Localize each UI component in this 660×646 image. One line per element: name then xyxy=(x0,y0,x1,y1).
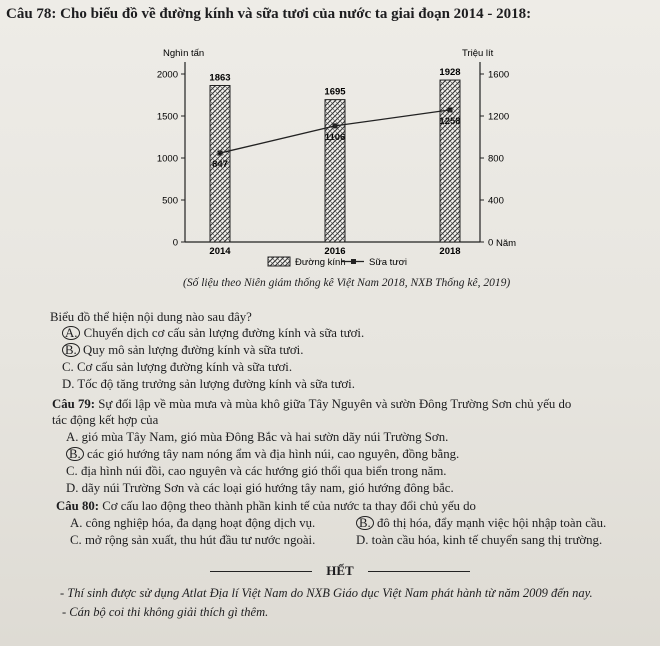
x-tick-label: 2018 xyxy=(439,246,461,257)
q80-option-b-text: đô thị hóa, đẩy mạnh việc hội nhập toàn cầu. xyxy=(376,516,607,530)
right-tick-label: 1600 xyxy=(488,69,510,81)
point-sua-tuoi xyxy=(218,151,223,156)
q80-option-b[interactable] xyxy=(356,516,606,531)
legend-line-label: Sữa tươi xyxy=(369,257,407,268)
point-value-label: 1106 xyxy=(324,131,346,143)
footer-note-atlat: - Thí sinh được sử dụng Atlat Địa lí Việt Nam do NXB Giáo dục Việt Nam phát hành từ năm 2009 đến nay. xyxy=(60,586,593,600)
q78-option-a-text: Chuyển dịch cơ cấu sản lượng đường kính và sữa tươi. xyxy=(83,326,365,340)
q79-option-c-text: địa hình núi đồi, cao nguyên và các hướng gió thổi qua biển trong năm. xyxy=(80,464,447,478)
q80-option-d-text: toàn cầu hóa, kinh tế chuyển sang thị trường. xyxy=(371,533,603,547)
question-80-text: Cơ cấu lao động theo thành phần kinh tế của nước ta thay đổi chủ yếu do xyxy=(102,499,476,513)
question-79-line-1 xyxy=(52,397,571,412)
q80-option-a[interactable] xyxy=(70,516,315,531)
q78-option-a[interactable] xyxy=(62,326,364,341)
q78-option-c[interactable] xyxy=(62,360,292,375)
sugar-milk-chart xyxy=(150,36,530,276)
end-rule-left xyxy=(210,571,312,572)
bar-duong-kinh xyxy=(440,80,460,242)
q80-option-d-letter: D. xyxy=(356,533,369,547)
q79-option-d-letter: D. xyxy=(66,481,79,495)
chart-source: (Số liệu theo Niên giám thống kê Việt Nam 2018, NXB Thống kê, 2019) xyxy=(183,277,511,289)
legend-bar-label: Đường kính xyxy=(295,257,346,268)
q79-option-b-letter: B. xyxy=(66,447,84,461)
bar-value-label: 1863 xyxy=(209,72,231,84)
bar-value-label: 1928 xyxy=(439,67,461,79)
footer-note-proctor: - Cán bộ coi thi không giải thích gì thêm. xyxy=(62,605,269,619)
q78-option-a-letter: A. xyxy=(62,326,80,340)
q79-option-c[interactable] xyxy=(66,464,447,479)
left-tick-label: 0 xyxy=(172,237,178,249)
question-78-title: Câu 78: Cho biểu đồ về đường kính và sữa tươi của nước ta giai đoạn 2014 - 2018: xyxy=(6,6,532,22)
q79-option-d[interactable] xyxy=(66,481,454,496)
x-tick-label: 2016 xyxy=(324,246,346,257)
q80-option-b-letter: B. xyxy=(356,516,374,530)
q80-option-c[interactable] xyxy=(70,533,315,548)
q79-option-c-letter: C. xyxy=(66,464,78,478)
point-sua-tuoi xyxy=(448,107,453,112)
q80-option-a-text: công nghiệp hóa, đa dạng hoạt động dịch vụ. xyxy=(85,516,316,530)
q80-option-c-text: mở rộng sản xuất, thu hút đầu tư nước ngoài. xyxy=(84,533,316,547)
question-80-title: Câu 80: xyxy=(56,499,100,513)
q79-option-d-text: dãy núi Trường Sơn và các loại gió hướng tây nam, gió hướng đông bắc. xyxy=(81,481,454,495)
q79-option-b-text: các gió hướng tây nam nóng ẩm và địa hình núi, cao nguyên, đồng bằng. xyxy=(86,447,460,461)
question-79-line-2: tác động kết hợp của xyxy=(52,413,159,427)
question-79-title: Câu 79: xyxy=(52,397,96,411)
q78-option-c-letter: C. xyxy=(62,360,74,374)
q80-option-d[interactable] xyxy=(356,533,602,548)
question-79-text: Sự đối lập về mùa mưa và mùa khô giữa Tây Nguyên và sườn Đông Trường Sơn chủ yếu do xyxy=(98,397,572,411)
left-tick-label: 2000 xyxy=(156,69,178,81)
end-text: HẾT xyxy=(326,563,354,578)
end-marker xyxy=(210,563,470,579)
question-78-text: Biểu đồ thể hiện nội dung nào sau đây? xyxy=(50,310,252,324)
point-sua-tuoi xyxy=(333,123,338,128)
q79-option-b[interactable] xyxy=(66,447,459,462)
bar-value-label: 1695 xyxy=(324,86,346,98)
legend-line-marker xyxy=(351,259,356,264)
right-tick-label: 1200 xyxy=(488,111,510,123)
bar-duong-kinh xyxy=(325,100,345,242)
legend-bar-swatch xyxy=(268,257,290,266)
q79-option-a-text: gió mùa Tây Nam, gió mùa Đông Bắc và hai sườn dãy núi Trường Sơn. xyxy=(81,430,449,444)
q80-option-c-letter: C. xyxy=(70,533,82,547)
left-tick-label: 1000 xyxy=(156,153,178,165)
point-value-label: 1258 xyxy=(439,115,461,127)
q79-option-a[interactable] xyxy=(66,430,448,445)
q78-option-b[interactable] xyxy=(62,343,303,358)
q78-option-d-text: Tốc độ tăng trưởng sản lượng đường kính và sữa tươi. xyxy=(77,377,355,391)
right-tick-label: 0 xyxy=(488,237,494,249)
x-axis-label: Năm xyxy=(496,238,517,249)
left-tick-label: 1500 xyxy=(156,111,178,123)
right-axis-label: Triệu lít xyxy=(462,48,494,59)
point-value-label: 847 xyxy=(212,159,228,171)
q80-option-a-letter: A. xyxy=(70,516,83,530)
end-rule-right xyxy=(368,571,470,572)
x-tick-label: 2014 xyxy=(209,246,231,257)
left-tick-label: 500 xyxy=(162,195,178,207)
question-80-line-1 xyxy=(56,499,476,514)
right-tick-label: 400 xyxy=(488,195,504,207)
q78-option-d-letter: D. xyxy=(62,377,75,391)
q78-option-c-text: Cơ cấu sản lượng đường kính và sữa tươi. xyxy=(76,360,293,374)
left-axis-label: Nghìn tấn xyxy=(163,48,205,59)
q78-option-b-text: Quy mô sản lượng đường kính và sữa tươi. xyxy=(82,343,304,357)
q78-option-d[interactable] xyxy=(62,377,355,392)
q78-option-b-letter: B. xyxy=(62,343,80,357)
right-tick-label: 800 xyxy=(488,153,504,165)
q79-option-a-letter: A. xyxy=(66,430,79,444)
